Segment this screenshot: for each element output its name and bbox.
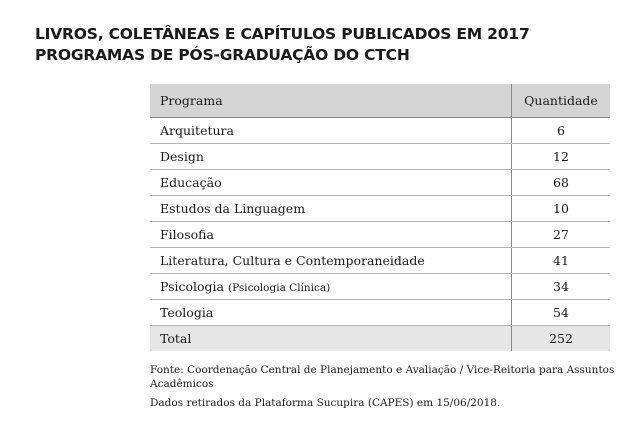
row-quantity: 34 xyxy=(512,274,611,300)
row-program xyxy=(150,248,512,274)
program-name: Design xyxy=(160,149,204,164)
row-program xyxy=(150,196,512,222)
row-quantity: 54 xyxy=(512,300,611,326)
publications-table xyxy=(150,84,610,351)
program-name: Literatura, Cultura e Contemporaneidade xyxy=(160,253,425,268)
table-footer xyxy=(150,363,620,410)
program-name: Filosofia xyxy=(160,227,214,242)
title-line-2: PROGRAMAS DE PÓS-GRADUAÇÃO DO CTCH xyxy=(35,46,410,64)
total-label: Total xyxy=(150,326,512,352)
row-program xyxy=(150,222,512,248)
total-quantity: 252 xyxy=(512,326,611,352)
program-name: Psicologia xyxy=(160,279,224,294)
table-row xyxy=(150,170,610,196)
row-program xyxy=(150,170,512,196)
row-program xyxy=(150,274,512,300)
program-name: Estudos da Linguagem xyxy=(160,201,306,216)
row-quantity: 6 xyxy=(512,118,611,144)
program-name: Educação xyxy=(160,175,222,190)
table-row xyxy=(150,144,610,170)
row-quantity: 41 xyxy=(512,248,611,274)
row-quantity: 27 xyxy=(512,222,611,248)
table-row xyxy=(150,118,610,144)
table-row xyxy=(150,248,610,274)
source-note: Fonte: Coordenação Central de Planejamento e Avaliação / Vice-Reitoria para Assuntos Acadêmicos xyxy=(150,364,615,390)
header-quantity: Quantidade xyxy=(512,84,611,118)
row-program xyxy=(150,300,512,326)
table-row xyxy=(150,274,610,300)
table-header-row xyxy=(150,84,610,118)
total-row xyxy=(150,326,610,352)
row-quantity: 10 xyxy=(512,196,611,222)
row-quantity: 68 xyxy=(512,170,611,196)
page-title xyxy=(35,24,530,66)
title-line-1: LIVROS, COLETÂNEAS E CAPÍTULOS PUBLICADOS EM 2017 xyxy=(35,25,530,43)
program-name: Teologia xyxy=(160,305,214,320)
program-name: Arquitetura xyxy=(160,123,234,138)
table-row xyxy=(150,196,610,222)
row-quantity: 12 xyxy=(512,144,611,170)
header-program: Programa xyxy=(150,84,512,118)
data-note: Dados retirados da Plataforma Sucupira (CAPES) em 15/06/2018. xyxy=(150,397,501,409)
row-program xyxy=(150,118,512,144)
program-note: (Psicologia Clínica) xyxy=(227,282,331,294)
table-row xyxy=(150,222,610,248)
table-row xyxy=(150,300,610,326)
row-program xyxy=(150,144,512,170)
